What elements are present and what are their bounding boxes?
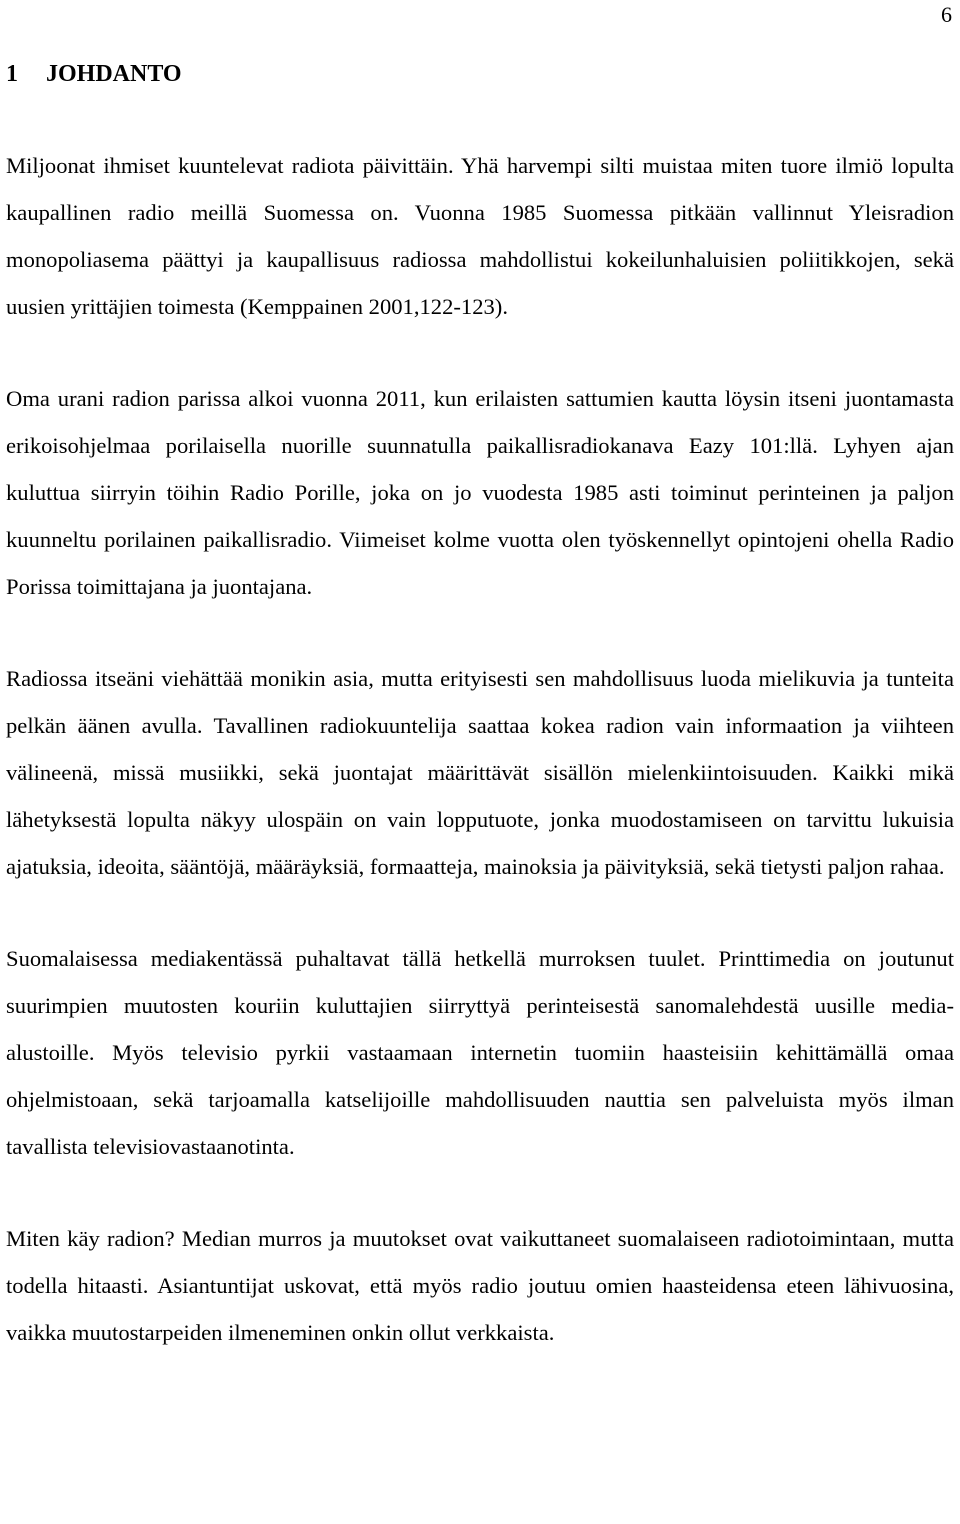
chapter-heading xyxy=(6,58,182,90)
document-body xyxy=(6,142,954,1356)
chapter-number: 1 xyxy=(6,61,18,87)
chapter-title: JOHDANTO xyxy=(46,61,182,87)
page-number: 6 xyxy=(941,2,952,27)
paragraph-appeal: Radiossa itseäni viehättää monikin asia, mutta erityisesti sen mahdollisuus luoda mielikuvia ja tunteita pelkän äänen avulla. Tavallinen radiokuuntelija saattaa kokea radion vain informaation ja viihteen välineenä, missä musiikki, sekä juontajat määrittävät sisällön mielenkiintoisuuden. Kaikki mikä lähetyksestä lopulta näkyy ulospäin on vain lopputuote, jonka muodostamiseen on tarvittu lukuisia ajatuksia, ideoita, sääntöjä, määräyksiä, formaatteja, mainoksia ja päivityksiä, sekä tietysti paljon rahaa. xyxy=(6,666,954,879)
paragraph-radio-future: Miten käy radion? Median murros ja muutokset ovat vaikuttaneet suomalaiseen radiotoimintaan, mutta todella hitaasti. Asiantuntijat uskovat, että myös radio joutuu omien haasteidensa eteen lähivuosina, vaikka muutostarpeiden ilmeneminen onkin ollut verkkaista. xyxy=(6,1226,954,1345)
paragraph-media-change: Suomalaisessa mediakentässä puhaltavat tällä hetkellä murroksen tuulet. Printtimedia on joutunut suurimpien muutosten kouriin kuluttajien siirryttyä perinteisestä sanomalehdestä uusille media-alustoille. Myös televisio pyrkii vastaamaan internetin tuomiin haasteisiin kehittämällä omaa ohjelmistoaan, sekä tarjoamalla katselijoille mahdollisuuden nauttia sen palveluista myös ilman tavallista televisiovastaanotinta. xyxy=(6,946,954,1159)
paragraph-intro: Miljoonat ihmiset kuuntelevat radiota päivittäin. Yhä harvempi silti muistaa miten tuore ilmiö lopulta kaupallinen radio meillä Suomessa on. Vuonna 1985 Suomessa pitkään vallinnut Yleisradion monopoliasema päättyi ja kaupallisuus radiossa mahdollistui kokeilunhaluisien poliitikkojen, sekä uusien yrittäjien toimesta (Kemppainen 2001,122-123). xyxy=(6,153,954,319)
paragraph-career: Oma urani radion parissa alkoi vuonna 2011, kun erilaisten sattumien kautta löysin itseni juontamasta erikoisohjelmaa porilaisella nuorille suunnatulla paikallisradiokanava Eazy 101:llä. Lyhyen ajan kuluttua siirryin töihin Radio Porille, joka on jo vuodesta 1985 asti toiminut perinteinen ja paljon kuunneltu porilainen paikallisradio. Viimeiset kolme vuotta olen työskennellyt opintojeni ohella Radio Porissa toimittajana ja juontajana. xyxy=(6,386,954,599)
